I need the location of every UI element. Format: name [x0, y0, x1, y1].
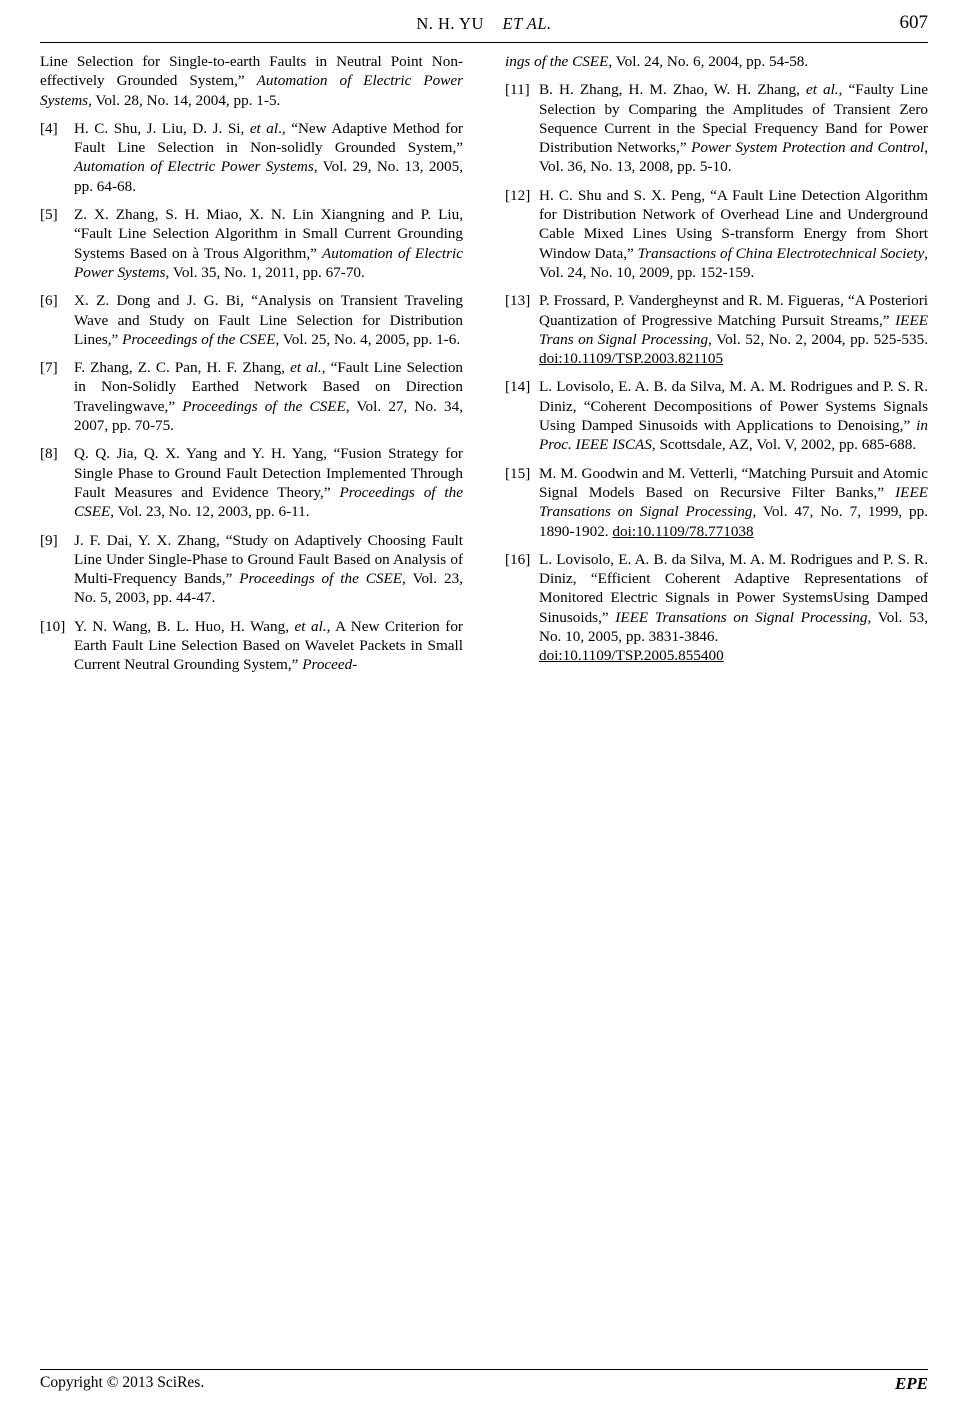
- reference-text-fragment: et al: [249, 119, 279, 137]
- reference-number: [13]: [505, 292, 531, 310]
- reference-entry: [40, 52, 463, 110]
- journal-abbreviation: EPE: [894, 1374, 928, 1393]
- reference-text-fragment: ., “New Adaptive Method for Fault Line Selection in Non-solidly Grounded System,”: [74, 119, 463, 157]
- reference-text-fragment: , Vol. 29, No. 13, 2005, pp. 64-68.: [74, 158, 463, 195]
- reference-text-fragment: M. M. Goodwin and M. Vetterli, “Matching Pursuit and Atomic Signal Models Based on Recursive Filter Banks,”: [539, 464, 928, 501]
- reference-text: [74, 291, 463, 349]
- reference-text: [539, 464, 928, 541]
- reference-number: [4]: [40, 119, 58, 137]
- reference-text-fragment: , Vol. 27, No. 34, 2007, pp. 70-75.: [74, 397, 463, 435]
- reference-text-fragment: Power System Protection and Control: [691, 139, 925, 157]
- reference-text: [74, 119, 463, 196]
- footer: [40, 1374, 928, 1398]
- reference-text-fragment: , Vol. 28, No. 14, 2004, pp. 1-5.: [88, 91, 281, 109]
- reference-text-fragment: H. C. Shu, J. Liu, D. J. Si,: [74, 119, 250, 137]
- copyright-text: Copyright © 2013 SciRes.: [40, 1374, 205, 1391]
- reference-entry: [505, 52, 928, 71]
- reference-number: [6]: [40, 292, 58, 310]
- reference-text-fragment: , Vol. 35, No. 1, 2011, pp. 67-70.: [165, 263, 365, 281]
- reference-text-fragment: et al.: [290, 359, 322, 377]
- reference-text-fragment: , Vol. 24, No. 6, 2004, pp. 54-58.: [608, 53, 809, 70]
- running-head-etal: ET AL.: [502, 14, 552, 33]
- reference-text-fragment: Automation of Electric Power Systems: [40, 72, 463, 109]
- reference-text-fragment: IEEE Transations on Signal Processing: [539, 483, 928, 521]
- reference-text-fragment: P. Frossard, P. Vandergheynst and R. M. Figueras, “A Posteriori Quantization of Progressive Matching Pursuit Streams,”: [539, 292, 928, 329]
- reference-text-fragment: , Vol. 24, No. 10, 2009, pp. 152-159.: [539, 244, 928, 281]
- reference-text-fragment: Automation of Electric Power Systems: [74, 158, 314, 176]
- reference-entry: [505, 377, 928, 454]
- reference-entry: [505, 550, 928, 666]
- reference-text-fragment: , Vol. 23, No. 12, 2003, pp. 6-11.: [110, 503, 310, 521]
- doi-link[interactable]: doi:10.1109/TSP.2005.855400: [539, 647, 724, 665]
- reference-text-fragment: , Vol. 25, No. 4, 2005, pp. 1-6.: [275, 330, 461, 348]
- reference-text: [74, 617, 463, 675]
- reference-text-fragment: F. Zhang, Z. C. Pan, H. F. Zhang,: [74, 359, 291, 377]
- reference-text-fragment: Proceedings of the CSEE: [122, 330, 276, 348]
- reference-text-fragment: , Vol. 23, No. 5, 2003, pp. 44-47.: [74, 570, 463, 607]
- reference-text-fragment: Q. Q. Jia, Q. X. Yang and Y. H. Yang, “Fusion Strategy for Single Phase to Ground Fault Detection Implemented Through Fault Measures and Evidence Theory,”: [74, 445, 463, 501]
- reference-text: [505, 52, 928, 71]
- reference-text-fragment: , Vol. 53, No. 10, 2005, pp. 3831-3846.: [539, 608, 928, 646]
- reference-number: [9]: [40, 531, 58, 549]
- reference-text-fragment: in Proc. IEEE ISCAS,: [539, 417, 928, 454]
- reference-number: [11]: [505, 81, 530, 99]
- reference-text-fragment: Proceedings of the CSEE: [182, 397, 346, 415]
- reference-number: [16]: [505, 550, 531, 568]
- running-head-authors: [416, 14, 551, 34]
- reference-columns: [40, 52, 928, 684]
- reference-entry: [40, 444, 463, 521]
- reference-text: [539, 291, 928, 368]
- reference-number: [5]: [40, 206, 58, 224]
- reference-text-fragment: L. Lovisolo, E. A. B. da Silva, M. A. M. Rodrigues and P. S. R. Diniz, “Efficient Coherent Adaptive Representations of Monitored Electric Signals in Power SystemsUsing Damped Sinusoids,”: [539, 550, 928, 626]
- reference-entry: [40, 358, 463, 435]
- reference-text-fragment: Line Selection for Single-to-earth Faults in Neutral Point Non-effectively Grounded System,”: [40, 53, 463, 90]
- reference-text-fragment: et al.: [294, 617, 327, 635]
- reference-text-fragment: L. Lovisolo, E. A. B. da Silva, M. A. M. Rodrigues and P. S. R. Diniz, “Coherent Decompositions of Power Systems Signals Using Damped Sinusoids with Applications to Denoising,”: [539, 378, 928, 435]
- column-left: [40, 52, 463, 684]
- reference-text-fragment: , “Faulty Line Selection by Comparing the Amplitudes of Transient Zero Sequence Current in the Special Frequency Band for Power Distribution Networks,”: [539, 81, 928, 157]
- reference-entry: [40, 119, 463, 196]
- reference-number: [7]: [40, 359, 58, 377]
- reference-text-fragment: , Vol. 36, No. 13, 2008, pp. 5-10.: [539, 139, 928, 176]
- header-divider: [40, 42, 928, 43]
- reference-text-fragment: , A New Criterion for Earth Fault Line Selection Based on Wavelet Packets in Small Current Neutral Grounding System,”: [74, 617, 463, 674]
- reference-number: [12]: [505, 186, 531, 204]
- reference-text-fragment: , Vol. 47, No. 7, 1999, pp. 1890-1902.: [539, 503, 928, 540]
- reference-text-fragment: , “Fault Line Selection in Non-Solidly Earthed Network Based on Direction Travelingwave,”: [74, 359, 464, 415]
- reference-text: [539, 550, 928, 666]
- reference-entry: [505, 464, 928, 541]
- reference-text-fragment: Proceedings of the CSEE: [74, 483, 463, 521]
- reference-text-fragment: Y. N. Wang, B. L. Huo, H. Wang,: [74, 617, 295, 635]
- reference-entry: [40, 205, 463, 282]
- reference-text: [74, 205, 463, 282]
- reference-text-fragment: , Vol. 52, No. 2, 2004, pp. 525-535.: [708, 330, 928, 348]
- doi-link[interactable]: doi:10.1109/78.771038: [612, 522, 754, 540]
- footer-divider: [40, 1369, 928, 1370]
- reference-text-fragment: B. H. Zhang, H. M. Zhao, W. H. Zhang,: [539, 81, 806, 99]
- reference-text-fragment: Proceedings of the CSEE: [239, 570, 403, 588]
- reference-text-fragment: J. F. Dai, Y. X. Zhang, “Study on Adaptively Choosing Fault Line Under Single-Phase to Ground Fault Based on Analysis of Multi-Frequency Bands,”: [74, 531, 463, 588]
- reference-text-fragment: Automation of Electric Power Systems: [74, 244, 463, 281]
- reference-entry: [505, 186, 928, 282]
- reference-text: [539, 377, 928, 454]
- reference-text-fragment: et al.: [805, 81, 839, 99]
- reference-text: [539, 80, 928, 176]
- reference-text-fragment: IEEE Trans on Signal Processing: [539, 311, 928, 348]
- reference-text: [74, 358, 463, 435]
- reference-text-fragment: Z. X. Zhang, S. H. Miao, X. N. Lin Xiangning and P. Liu, “Fault Line Selection Algorithm in Small Current Grounding Systems Based on à Trous Algorithm,”: [74, 206, 463, 262]
- column-right: [505, 52, 928, 684]
- reference-entry: [40, 617, 463, 675]
- reference-entry: [505, 291, 928, 368]
- reference-text: [74, 444, 463, 521]
- reference-text: [539, 186, 928, 282]
- reference-text-fragment: ings of the CSEE: [505, 53, 609, 70]
- doi-link[interactable]: doi:10.1109/TSP.2003.821105: [539, 350, 724, 368]
- reference-number: [10]: [40, 617, 66, 635]
- reference-text: [74, 531, 463, 608]
- reference-entry: [505, 80, 928, 176]
- page-number: 607: [899, 12, 928, 33]
- running-head-author-names: N. H. YU: [416, 14, 484, 33]
- reference-number: [8]: [40, 445, 58, 463]
- reference-text: [40, 52, 463, 110]
- reference-entry: [40, 531, 463, 608]
- reference-text-fragment: Proceed-: [302, 656, 358, 674]
- reference-text-fragment: H. C. Shu and S. X. Peng, “A Fault Line Detection Algorithm for Distribution Network of Overhead Line and Underground Cable Mixed Lines Using S-transform Energy from Short Window Data,”: [539, 186, 928, 262]
- reference-number: [15]: [505, 464, 531, 482]
- reference-text-fragment: Scottsdale, AZ, Vol. V, 2002, pp. 685-688.: [655, 436, 917, 454]
- reference-text-fragment: Transactions of China Electrotechnical Society: [637, 244, 925, 262]
- reference-entry: [40, 291, 463, 349]
- reference-text-fragment: X. Z. Dong and J. G. Bi, “Analysis on Transient Traveling Wave and Study on Fault Line Selection for Distribution Lines,”: [74, 292, 463, 348]
- running-head: [40, 14, 928, 38]
- reference-number: [14]: [505, 378, 531, 396]
- reference-text-fragment: IEEE Transations on Signal Processing: [615, 608, 868, 626]
